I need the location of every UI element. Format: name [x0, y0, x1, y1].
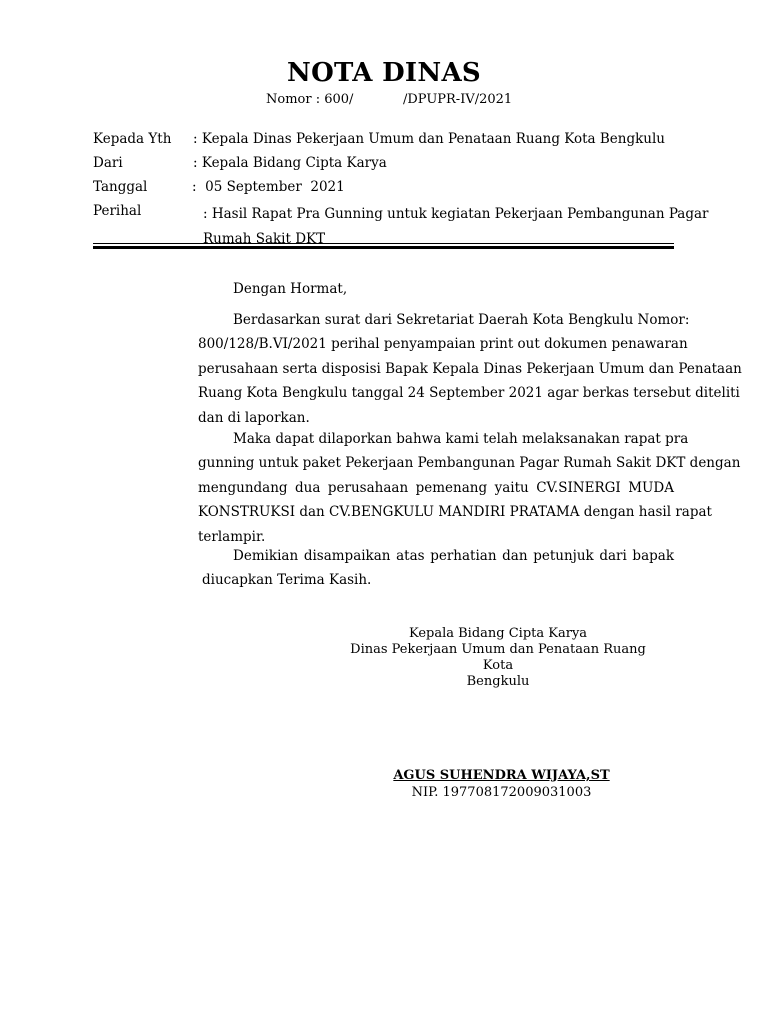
tanggal-value: : 05 September 2021 — [192, 179, 345, 195]
greeting: Dengan Hormat, — [233, 281, 348, 297]
signature-position: Kepala Bidang Cipta Karya — [408, 626, 588, 641]
paragraph-1-line: 800/128/B.VI/2021 perihal penyampaian print out dokumen penawaran — [198, 336, 688, 353]
signature-block — [338, 626, 658, 690]
paragraph-2-line: Maka dapat dilaporkan bahwa kami telah melaksanakan rapat pra — [233, 431, 689, 447]
tanggal-label: Tanggal — [93, 179, 148, 195]
paragraph-1-line: Ruang Kota Bengkulu tanggal 24 September 2021 agar berkas tersebut diteliti — [198, 385, 740, 402]
paragraph-2-line: terlampir. — [198, 528, 266, 545]
signature-office: Dinas Pekerjaan Umum dan Penataan Ruang Kota — [350, 642, 646, 673]
paragraph-1-line: perusahaan serta disposisi Bapak Kepala Dinas Pekerjaan Umum dan Penataan — [198, 360, 742, 377]
document-number: Nomor : 600/ /DPUPR-IV/2021 — [266, 92, 513, 107]
signatory-nip: NIP. 197708172009031003 — [411, 785, 592, 800]
paragraph-3 — [198, 544, 674, 593]
paragraph-1-line: Berdasarkan surat dari Sekretariat Daerah Kota Bengkulu Nomor: — [233, 312, 690, 328]
paragraph-2-line: KONSTRUKSI dan CV.BENGKULU MANDIRI PRATAMA dengan hasil rapat — [198, 504, 712, 521]
header-divider-thin — [93, 243, 674, 244]
paragraph-3-line: Demikian disampaikan atas perhatian dan petunjuk dari bapak — [233, 548, 674, 564]
paragraph-1 — [198, 308, 742, 430]
perihal-line-2: Rumah Sakit DKT — [203, 231, 326, 247]
document-title: NOTA DINAS — [287, 58, 481, 88]
kepada-label: Kepada Yth — [93, 131, 172, 147]
signatory-name: AGUS SUHENDRA WIJAYA,ST — [393, 768, 610, 783]
dari-value: : Kepala Bidang Cipta Karya — [193, 155, 387, 171]
dari-label: Dari — [93, 155, 123, 171]
paragraph-3-line: diucapkan Terima Kasih. — [202, 572, 372, 589]
paragraph-1-line: dan di laporkan. — [198, 409, 310, 426]
perihal-line-1: : Hasil Rapat Pra Gunning untuk kegiatan Pekerjaan Pembangunan Pagar — [203, 206, 709, 222]
paragraph-2-line: gunning untuk paket Pekerjaan Pembangunan Pagar Rumah Sakit DKT dengan — [198, 455, 741, 472]
perihal-label: Perihal — [93, 203, 142, 219]
paragraph-2 — [198, 427, 741, 549]
kepada-value: : Kepala Dinas Pekerjaan Umum dan Penataan Ruang Kota Bengkulu — [193, 131, 666, 147]
perihal-value — [203, 202, 709, 252]
signature-city: Bengkulu — [466, 674, 530, 689]
header-divider-thick — [93, 246, 674, 249]
paragraph-2-line: mengundang dua perusahaan pemenang yaitu CV.SINERGI MUDA — [198, 479, 674, 496]
